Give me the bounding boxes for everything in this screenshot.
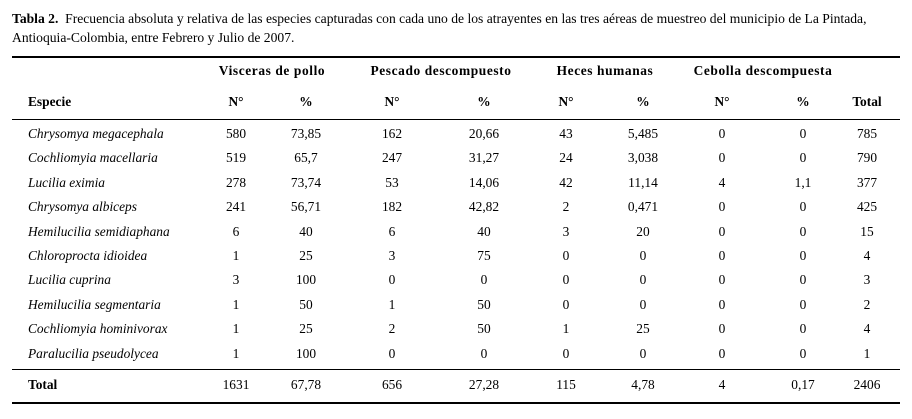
table-cell: 0 — [799, 199, 807, 215]
table-cell: 785 — [856, 126, 878, 141]
table-cell: 0 — [718, 321, 726, 337]
table-cell: 31,27 — [468, 150, 500, 166]
table-cell: 0,471 — [627, 199, 659, 215]
table-cell: 25 — [299, 248, 313, 263]
table-cell: 0 — [562, 272, 570, 288]
header-rule — [12, 119, 900, 120]
table-cell: 50 — [299, 296, 313, 312]
table-cell: 580 — [225, 126, 247, 141]
table-cell: 53 — [385, 174, 399, 190]
table-cell: 100 — [295, 345, 317, 361]
total-cell: 1631 — [222, 377, 250, 392]
table-cell: 0 — [799, 126, 807, 141]
table-cell: 3,038 — [627, 150, 659, 166]
table-cell: 0 — [480, 345, 488, 361]
table-cell: 0 — [718, 223, 726, 239]
total-cell: 115 — [556, 377, 576, 392]
table-cell: 0 — [799, 150, 807, 166]
species-name: Chrysomya megacephala — [28, 126, 164, 141]
table-cell: 56,71 — [290, 199, 322, 215]
total-cell: 67,78 — [290, 377, 322, 392]
group-header-pescado: Pescado descompuesto — [370, 63, 512, 78]
table-cell: 4 — [718, 174, 726, 190]
species-name: Lucilia eximia — [28, 174, 105, 190]
table-cell: 790 — [856, 150, 878, 166]
subheader-pct-cebolla: % — [796, 94, 810, 109]
table-cell: 1 — [863, 345, 871, 361]
total-row-label: Total — [28, 377, 58, 392]
table-cell: 241 — [225, 199, 247, 215]
table-cell: 0 — [388, 345, 396, 361]
table-cell: 0 — [718, 272, 726, 288]
table-cell: 43 — [559, 126, 573, 141]
table-cell: 3 — [232, 272, 240, 288]
table-cell: 425 — [856, 199, 878, 215]
total-cell: 656 — [381, 377, 403, 392]
table-cell: 0 — [718, 126, 726, 141]
table-cell: 247 — [381, 150, 403, 166]
table-cell: 0 — [718, 199, 726, 215]
total-cell: 2406 — [853, 377, 881, 392]
species-name: Chrysomya albiceps — [28, 199, 137, 215]
table-cell: 6 — [388, 223, 396, 239]
species-name: Chloroprocta idioidea — [28, 248, 148, 263]
total-rule — [12, 369, 900, 370]
table-cell: 3 — [388, 248, 396, 263]
table-cell: 519 — [225, 150, 247, 166]
table-cell: 5,485 — [627, 126, 659, 141]
species-name: Lucilia cuprina — [28, 272, 111, 288]
table-cell: 25 — [636, 321, 650, 337]
species-name: Cochliomyia hominivorax — [28, 321, 168, 337]
subheader-pct-visceras: % — [299, 94, 313, 109]
table-cell: 0 — [799, 248, 807, 263]
table-cell: 40 — [477, 223, 491, 239]
table-cell: 3 — [562, 223, 570, 239]
table-cell: 24 — [559, 150, 573, 166]
table-cell: 0 — [562, 296, 570, 312]
table-cell: 50 — [477, 296, 491, 312]
table-cell: 3 — [863, 272, 871, 288]
species-name: Cochliomyia macellaria — [28, 150, 158, 166]
table-cell: 1 — [562, 321, 570, 337]
table-cell: 377 — [856, 174, 878, 190]
table-cell: 42 — [559, 174, 573, 190]
table-cell: 2 — [863, 296, 871, 312]
species-name: Hemilucilia segmentaria — [28, 296, 161, 312]
table-cell: 182 — [381, 199, 403, 215]
table-cell: 20,66 — [468, 126, 500, 141]
total-cell: 0,17 — [791, 377, 815, 392]
table-cell: 0 — [639, 296, 647, 312]
table-cell: 162 — [381, 126, 403, 141]
table-cell: 2 — [388, 321, 396, 337]
subheader-pct-heces: % — [636, 94, 650, 109]
subheader-n-visceras: N° — [228, 94, 244, 109]
table-cell: 0 — [388, 272, 396, 288]
table-cell: 2 — [562, 199, 570, 215]
species-name: Hemilucilia semidiaphana — [28, 223, 170, 239]
table-cell: 75 — [477, 248, 491, 263]
table-caption — [12, 9, 900, 47]
table-cell: 0 — [718, 296, 726, 312]
subheader-pct-pescado: % — [477, 94, 491, 109]
table-cell: 0 — [718, 345, 726, 361]
bottom-rule — [12, 402, 900, 404]
table-cell: 1,1 — [794, 174, 812, 190]
table-cell: 4 — [863, 321, 871, 337]
subheader-n-pescado: N° — [384, 94, 400, 109]
table-cell: 100 — [295, 272, 317, 288]
table-cell: 0 — [639, 345, 647, 361]
table-cell: 0 — [799, 272, 807, 288]
top-rule — [12, 56, 900, 58]
subheader-n-heces: N° — [558, 94, 574, 109]
subheader-n-cebolla: N° — [714, 94, 730, 109]
group-header-cebolla: Cebolla descompuesta — [693, 63, 833, 78]
species-header: Especie — [28, 94, 72, 109]
table-cell: 278 — [225, 174, 247, 190]
table-cell: 14,06 — [468, 174, 500, 190]
caption-text: Frecuencia absoluta y relativa de las especies capturadas con cada uno de los atrayentes en las tres aéreas de muestreo del municipio de La Pintada, Antioquia-Colombia, entre Febrero y Julio de 2007. — [12, 11, 867, 45]
table-cell: 0 — [562, 345, 570, 361]
table-cell: 0 — [639, 272, 647, 288]
caption-label: Tabla 2. — [12, 11, 59, 26]
table-cell: 1 — [232, 345, 240, 361]
table-cell: 15 — [860, 223, 874, 239]
total-cell: 4 — [718, 377, 726, 392]
table-cell: 0 — [799, 223, 807, 239]
table-cell: 1 — [232, 296, 240, 312]
total-cell: 27,28 — [468, 377, 500, 392]
table-cell: 0 — [718, 150, 726, 166]
table-cell: 40 — [299, 223, 313, 239]
table-cell: 0 — [799, 296, 807, 312]
species-name: Paralucilia pseudolycea — [28, 345, 159, 361]
table-cell: 1 — [232, 321, 240, 337]
group-header-heces: Heces humanas — [556, 63, 654, 78]
table-cell: 73,74 — [290, 174, 322, 190]
table-cell: 20 — [636, 223, 650, 239]
table-cell: 0 — [562, 248, 570, 263]
table-cell: 65,7 — [294, 150, 318, 166]
table-cell: 0 — [799, 345, 807, 361]
table-cell: 73,85 — [290, 126, 322, 141]
table-cell: 1 — [388, 296, 396, 312]
table-cell: 11,14 — [628, 174, 658, 190]
table-cell: 50 — [477, 321, 491, 337]
table-cell: 0 — [639, 248, 647, 263]
table-cell: 1 — [232, 248, 240, 263]
table-cell: 0 — [480, 272, 488, 288]
table-cell: 25 — [299, 321, 313, 337]
table-cell: 0 — [718, 248, 726, 263]
table-cell: 42,82 — [468, 199, 500, 215]
subheader-total: Total — [852, 94, 882, 109]
table-cell: 0 — [799, 321, 807, 337]
group-header-visceras: Visceras de pollo — [218, 63, 326, 78]
table-cell: 4 — [863, 248, 871, 263]
table-cell: 6 — [232, 223, 240, 239]
total-cell: 4,78 — [631, 377, 655, 392]
